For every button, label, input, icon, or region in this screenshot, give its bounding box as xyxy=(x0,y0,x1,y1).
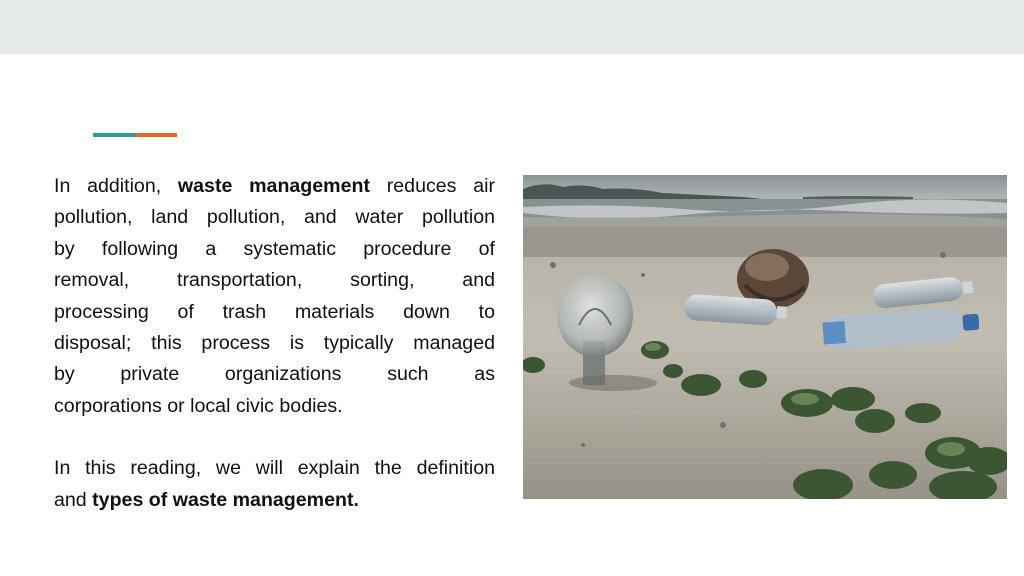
paragraph-reading xyxy=(54,453,495,516)
line xyxy=(54,171,495,202)
beach-plastic-waste-photo xyxy=(523,175,1007,499)
paragraph-gap xyxy=(54,422,495,453)
line xyxy=(54,485,495,516)
text-segment: reduces air xyxy=(386,175,495,197)
bold-term: waste management xyxy=(177,175,370,197)
line: by following a systematic procedure of xyxy=(54,237,495,260)
bold-term: types of waste management. xyxy=(92,488,359,511)
line: disposal; this process is typically managed xyxy=(54,332,495,355)
line: corporations or local civic bodies. xyxy=(54,394,343,417)
text-segment: In addition, xyxy=(54,175,162,197)
paragraph-intro xyxy=(54,171,495,422)
accent-bar-teal xyxy=(93,133,135,137)
accent-bar-orange xyxy=(135,133,177,137)
line: In this reading, we will explain the definition xyxy=(54,457,495,480)
text-segment: and xyxy=(54,488,87,511)
accent-bar xyxy=(93,133,177,137)
line: pollution, land pollution, and water pollution xyxy=(54,206,495,229)
line: by private organizations such as xyxy=(54,363,495,386)
line: processing of trash materials down to xyxy=(54,300,495,323)
header-band xyxy=(0,0,1024,54)
line: removal, transportation, sorting, and xyxy=(54,269,495,292)
body-text xyxy=(54,171,495,516)
